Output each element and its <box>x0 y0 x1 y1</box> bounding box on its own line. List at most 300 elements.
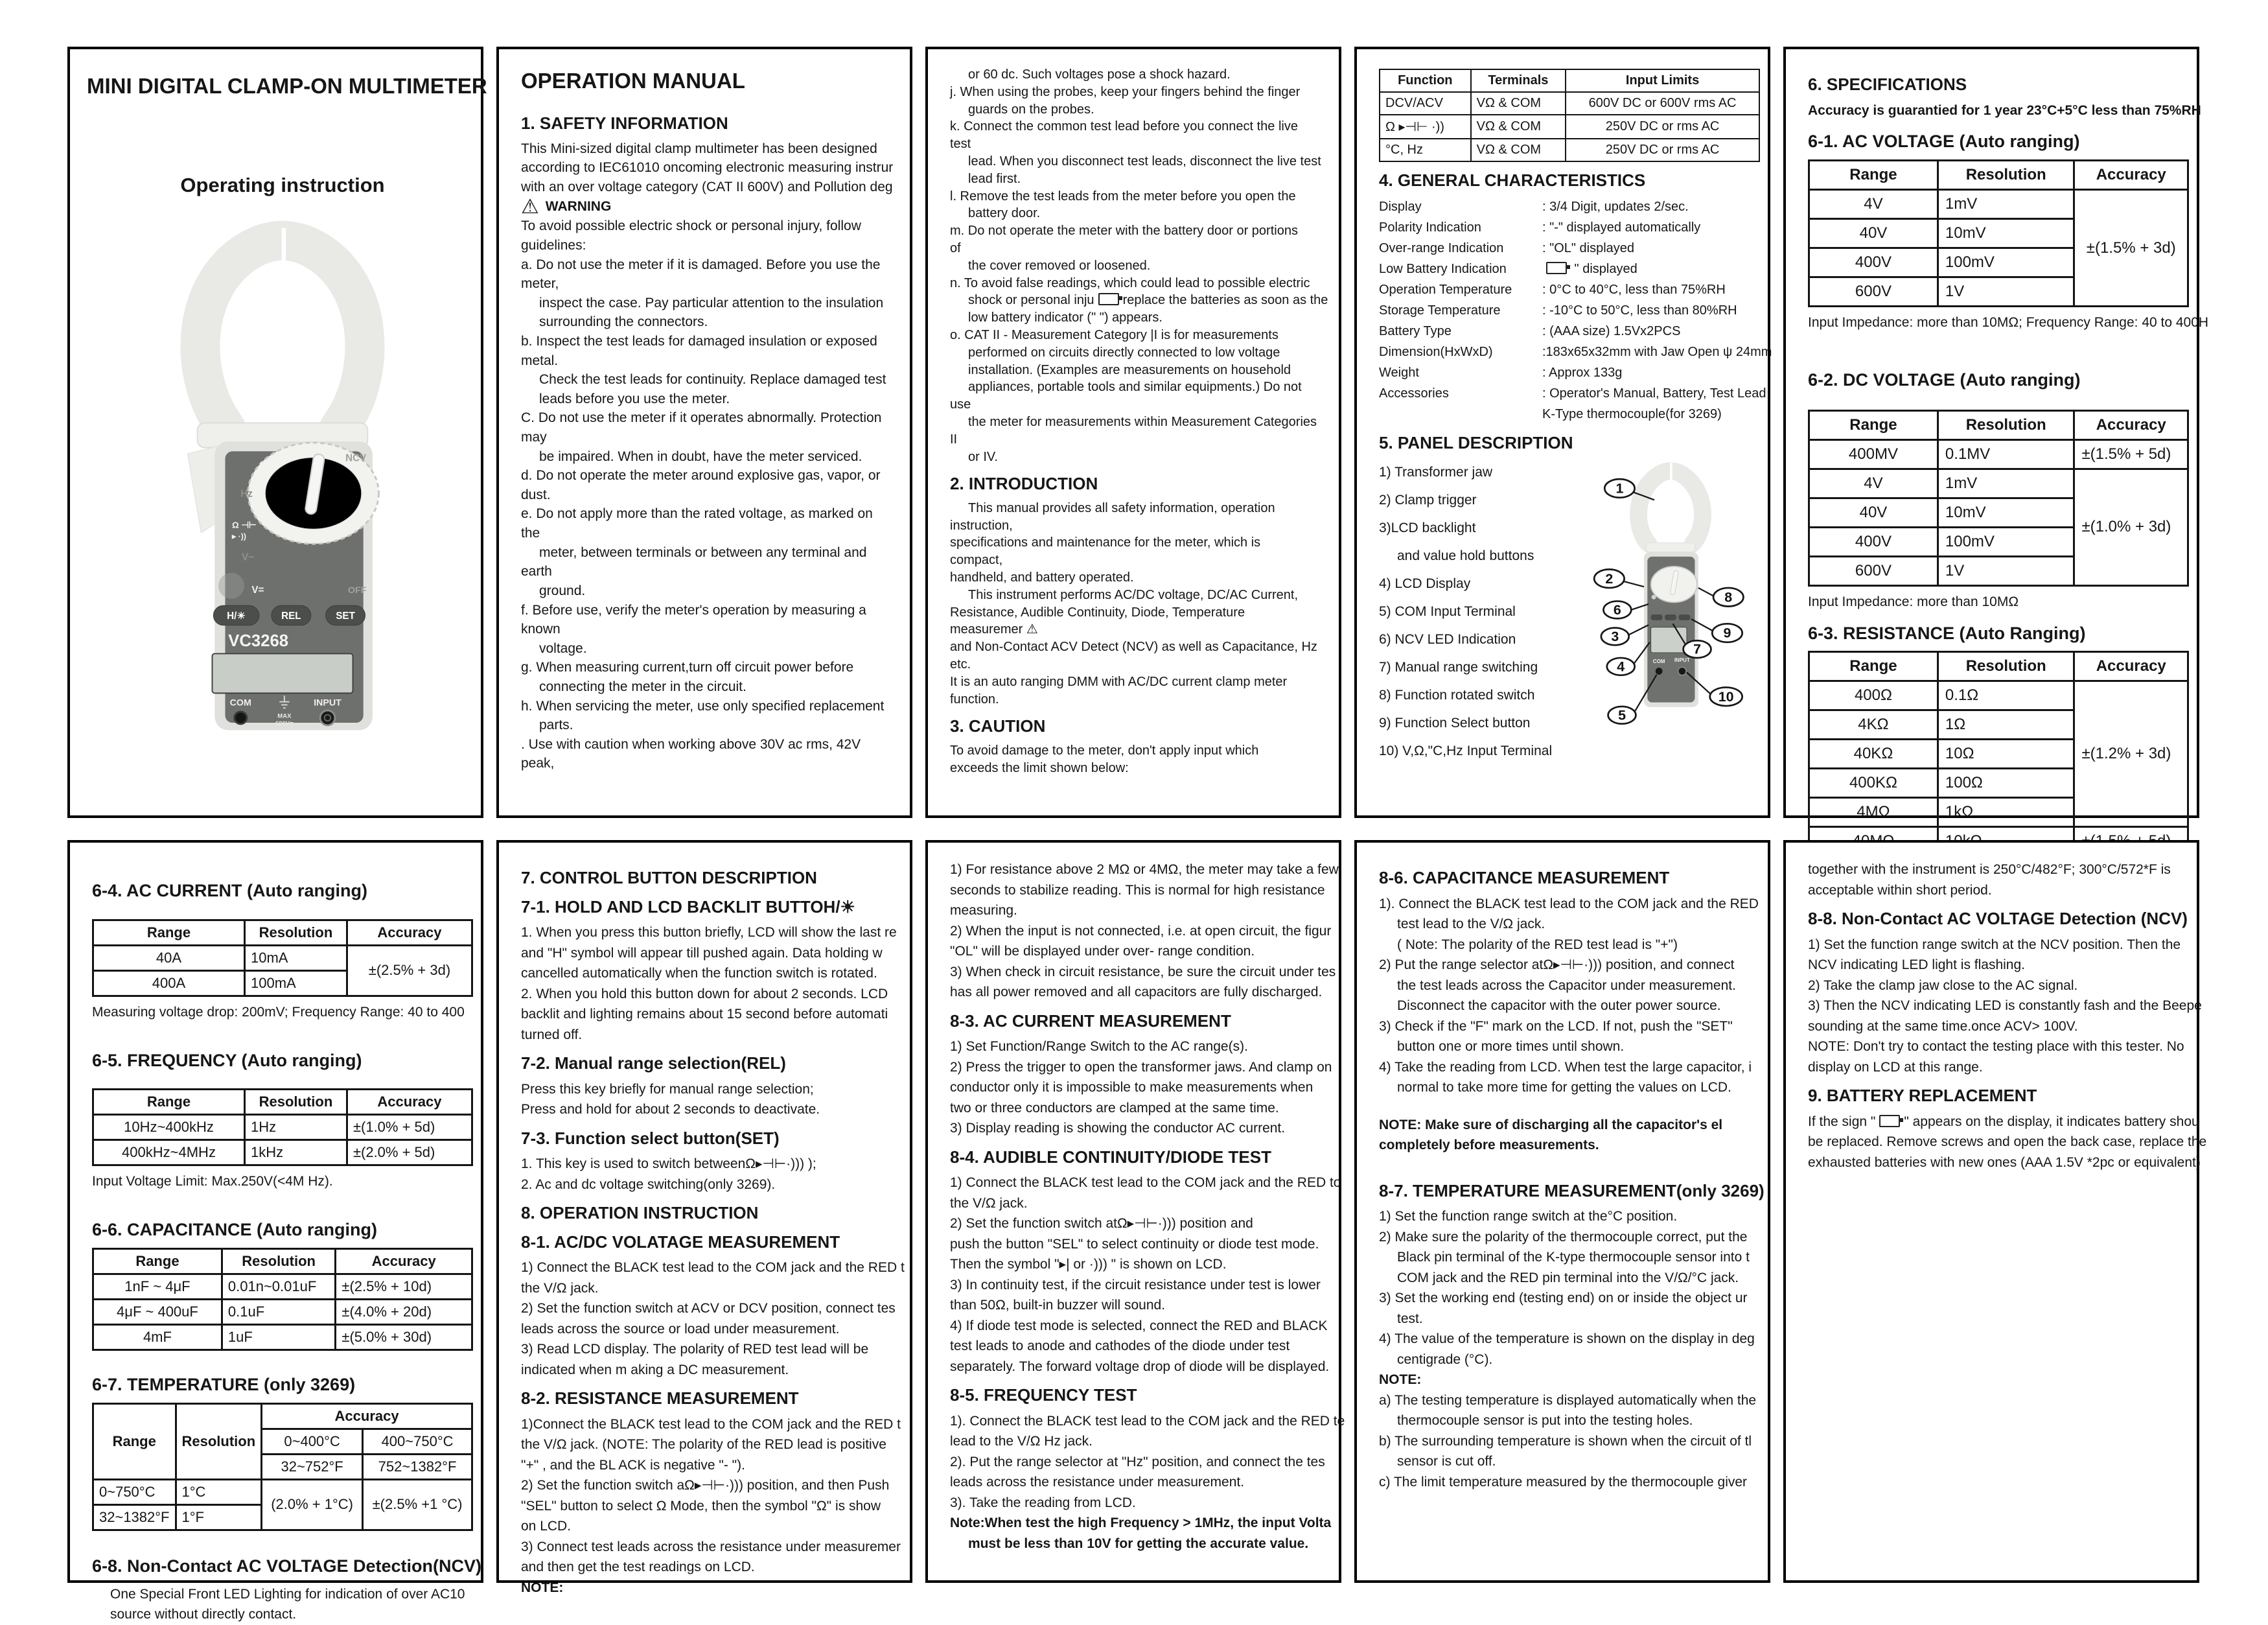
speaker-grille <box>218 573 244 599</box>
text-line: h. When servicing the meter, use only specified replacement <box>521 698 885 714</box>
text-line: 2. Ac and dc voltage switching(only 3269). <box>521 1176 776 1192</box>
text-line: and "H" symbol will appear till pushed again. Data holding w <box>521 945 883 961</box>
text-line: "SEL" button to select Ω Mode, then the symbol "Ω" is show <box>521 1498 881 1514</box>
text-line: Then the symbol "▸| or ·))) " is shown on LCD. <box>950 1257 1227 1272</box>
text-line: 2) Take the clamp jaw close to the AC signal. <box>1808 977 2078 993</box>
text-line: exhausted batteries with new ones (AAA 1.5V *2pc or equivalent) <box>1808 1154 2201 1170</box>
value-text: : (AAA size) 1.5Vx2PCS <box>1542 323 1681 338</box>
manual-page-capacitance-temp <box>1354 840 1770 1583</box>
max-label: MAX <box>277 712 292 720</box>
table-header-cell: Input Limits <box>1566 69 1759 92</box>
table-cell: 100mV <box>1938 248 2074 277</box>
table-header-cell: Resolution <box>245 920 347 945</box>
section-heading: 8-1. AC/DC VOLATAGE MEASUREMENT <box>521 1232 840 1252</box>
text-line: etc. <box>950 657 971 672</box>
callout-5-number: 5 <box>1618 707 1626 723</box>
com-label: COM <box>1652 658 1665 664</box>
table-cell: 0~750°C <box>93 1479 176 1504</box>
spacer <box>1808 398 2189 407</box>
text-line: lead first. <box>968 171 1021 186</box>
text-line: or IV. <box>968 449 998 464</box>
table-cell: 600V <box>1809 556 1938 585</box>
table-cell: 1kHz <box>245 1140 347 1165</box>
table-header-cell: Accuracy <box>2074 652 2188 681</box>
key-value-line <box>1379 217 1760 238</box>
page-subtitle: Operating instruction <box>180 174 385 196</box>
text-line: NCV indicating LED light is flashing. <box>1808 957 2025 972</box>
text-line: b) The surrounding temperature is shown when the circuit of tl <box>1379 1433 1752 1449</box>
text-line: display on LCD at this range. <box>1808 1059 1983 1075</box>
text-line: normal to take more time for getting the values on LCD. <box>1397 1080 1731 1095</box>
table-cell: ±(1.0% + 3d) <box>2074 469 2188 585</box>
text-line: Input Voltage Limit: Max.250V(<4M Hz). <box>92 1174 333 1189</box>
text-line: leads across the source or load under measurement. <box>521 1321 840 1337</box>
table-cell: ±(2.5% + 10d) <box>336 1274 472 1300</box>
table-cell: 1Hz <box>245 1115 347 1140</box>
key-value-line <box>1379 321 1760 342</box>
table-cell: Ω ▸⊣⊢ ·)) <box>1380 115 1471 139</box>
text-line: To avoid possible electric shock or personal injury, follow <box>521 218 861 234</box>
text-line: NOTE: <box>521 1580 564 1595</box>
table-row <box>1809 439 2188 469</box>
table-cell: 4μF ~ 400uF <box>93 1300 222 1325</box>
table-cell: 400A <box>93 970 245 996</box>
table-cell: ±(2.5% +1 °C) <box>363 1479 472 1530</box>
text-line: test leads to anode and cathodes of the diode under test <box>950 1339 1290 1353</box>
table-header-cell: Accuracy <box>347 920 472 945</box>
section-heading: 6-8. Non-Contact AC VOLTAGE Detection(NCV) <box>92 1556 482 1576</box>
panel-description-diagram <box>1584 458 1757 771</box>
table-header-cell: Resolution <box>1938 652 2074 681</box>
text-line: indicated when m aking a DC measurement. <box>521 1362 789 1377</box>
text-line: 2) Make sure the polarity of the thermocouple correct, put the <box>1379 1229 1748 1245</box>
key-value-line <box>1379 279 1760 300</box>
table-cell: VΩ & COM <box>1471 92 1566 115</box>
section-heading: 6. SPECIFICATIONS <box>1808 75 1967 94</box>
dial-label-vdc: V= <box>251 585 264 596</box>
text-line: Input Impedance: more than 10MΩ <box>1808 594 2019 609</box>
section-heading: 7. CONTROL BUTTON DESCRIPTION <box>521 868 817 887</box>
text-line: 3) Check if the "F" mark on the LCD. If not, push the "SET" <box>1379 1018 1733 1034</box>
section-heading: 4. GENERAL CHARACTERISTICS <box>1379 170 1646 190</box>
spec-table <box>1808 410 2189 587</box>
list-item: 3)LCD backlight <box>1379 520 1476 536</box>
text-line: the V/Ω jack. <box>950 1195 1028 1211</box>
text-line: To avoid damage to the meter, don't apply input which <box>950 743 1259 758</box>
table-cell: 100mA <box>245 970 347 996</box>
rel-button <box>1665 614 1676 620</box>
list-item: 5) COM Input Terminal <box>1379 604 1516 620</box>
value-text: : "-" displayed automatically <box>1542 220 1701 235</box>
value-text: :183x65x32mm with Jaw Open ψ 24mm <box>1542 344 1772 359</box>
rel-button-label: REL <box>281 611 301 622</box>
table-cell: 250V DC or rms AC <box>1566 139 1759 161</box>
text-line: c) The limit temperature measured by the thermocouple giver <box>1379 1474 1748 1490</box>
text-line: "OL" will be displayed under over- range condition. <box>950 944 1255 959</box>
text-line: of <box>950 240 961 255</box>
table-header-cell: Range <box>93 1249 222 1274</box>
text-line: g. When measuring current,turn off circuit power before <box>521 660 854 675</box>
text-line: with an over voltage category (CAT II 600V) and Pollution deg <box>521 179 893 194</box>
callout-2-number: 2 <box>1605 570 1614 587</box>
table-cell: 40V <box>1809 498 1938 527</box>
text-line: push the button "SEL" to select continuity or diode test mode. <box>950 1236 1319 1252</box>
table-cell: ±(1.0% + 5d) <box>347 1115 472 1140</box>
text-line: separately. The forward voltage drop of diode will be displayed. <box>950 1359 1330 1374</box>
text-line: 2) Set the function switch at ACV or DCV position, connect tes <box>521 1301 896 1316</box>
table-cell: 1Ω <box>1938 710 2074 740</box>
text-line: 3) Set the working end (testing end) on or inside the object ur <box>1379 1291 1748 1305</box>
text-line: test <box>950 137 971 152</box>
text-line: thermocouple sensor is put into the testing holes. <box>1397 1413 1693 1428</box>
section-heading: 8-3. AC CURRENT MEASUREMENT <box>950 1011 1231 1031</box>
section-heading: 8-6. CAPACITANCE MEASUREMENT <box>1379 868 1670 887</box>
text-line: lead. When you disconnect test leads, disconnect the live test <box>968 154 1321 169</box>
text-line: 1) Connect the BLACK test lead to the COM jack and the RED to <box>950 1175 1341 1190</box>
text-line: Measuring voltage drop: 200mV; Frequency Range: 40 to 400 <box>92 1004 465 1020</box>
section-heading: 1. SAFETY INFORMATION <box>521 113 728 133</box>
table-row <box>1380 69 1759 92</box>
section-heading: 7-2. Manual range selection(REL) <box>521 1053 786 1073</box>
key-value-line <box>1379 383 1766 404</box>
text-line: b. Inspect the test leads for damaged insulation or exposed <box>521 333 877 349</box>
list-item: 7) Manual range switching <box>1379 660 1538 675</box>
section-heading: 8-7. TEMPERATURE MEASUREMENT(only 3269) <box>1379 1180 1765 1200</box>
spec-table <box>1379 69 1760 162</box>
table-cell: 0~400°C <box>262 1429 363 1454</box>
value-text: K-Type thermocouple(for 3269) <box>1542 406 1722 421</box>
set-button <box>1678 614 1690 620</box>
text-line: This Mini-sized digital clamp multimeter has been designed <box>521 141 877 156</box>
key-label: Operation Temperature <box>1379 282 1512 297</box>
text-line: test lead to the V/Ω jack. <box>1397 917 1545 931</box>
table-cell: 400V <box>1809 248 1938 277</box>
text-line: Resistance, Audible Continuity, Diode, Temperature <box>950 605 1245 620</box>
model-label: VC3268 <box>228 632 289 651</box>
table-cell: 4V <box>1809 190 1938 219</box>
key-label: Storage Temperature <box>1379 303 1501 318</box>
value-text: : 0°C to 40°C, less than 75%RH <box>1542 282 1726 297</box>
text-line: 2) Set the function switch atΩ▸⊣⊢·))) position and <box>950 1216 1253 1231</box>
text-line: 3) Connect test leads across the resistance under measuremer <box>521 1539 901 1554</box>
table-cell: 600V DC or 600V rms AC <box>1566 92 1759 115</box>
key-value-line <box>1379 196 1760 217</box>
section-heading: 7-3. Function select button(SET) <box>521 1128 780 1148</box>
spec-table <box>92 919 473 997</box>
text-line: Press this key briefly for manual range selection; <box>521 1081 814 1097</box>
text-line: has all power removed and all capacitors are fully discharged. <box>950 985 1323 1000</box>
text-line: the test leads across the Capacitor under measurement. <box>1397 977 1736 993</box>
com-jack <box>1656 668 1663 675</box>
text-line: meter, between terminals or between any terminal and <box>539 544 867 560</box>
value-text: : 3/4 Digit, updates 2/sec. <box>1542 199 1689 214</box>
text-line: specifications and maintenance for the meter, which is <box>950 535 1261 550</box>
table-cell: VΩ & COM <box>1471 115 1566 139</box>
table-header-cell: Accuracy <box>262 1403 472 1429</box>
section-heading: 2. INTRODUCTION <box>950 474 1098 494</box>
value-text: : Approx 133g <box>1542 365 1623 380</box>
table-row <box>1809 190 2188 219</box>
text-line: conductor only it is impossible to make measurements when <box>950 1080 1313 1095</box>
section-heading: 8-2. RESISTANCE MEASUREMENT <box>521 1388 799 1408</box>
com-label: COM <box>229 697 251 708</box>
table-cell: 40V <box>1809 219 1938 248</box>
spacer <box>92 1192 473 1209</box>
text-line: m. Do not operate the meter with the battery door or portions <box>950 224 1298 239</box>
table-cell: 1mV <box>1938 190 2074 219</box>
table-cell: 40KΩ <box>1809 740 1938 769</box>
table-cell: 400Ω <box>1809 681 1938 710</box>
text-line: 1) For resistance above 2 MΩ or 4MΩ, the meter may take a few <box>950 862 1339 877</box>
manual-page-ncv-battery <box>1783 840 2207 1583</box>
table-cell: 400MV <box>1809 439 1938 469</box>
text-line: 2). Put the range selector at "Hz" position, and connect the tes <box>950 1454 1325 1469</box>
manual-page-control-buttons <box>496 840 912 1595</box>
section-heading: OPERATION MANUAL <box>521 69 745 93</box>
text-line: or 60 dc. Such voltages pose a shock hazard. <box>968 67 1231 82</box>
dial-label-ohm: Ω ⊣⊢ <box>231 520 257 530</box>
table-cell: 1°F <box>176 1504 262 1530</box>
spec-table <box>92 1248 473 1351</box>
text-line: k. Connect the common test lead before you connect the live <box>950 119 1298 134</box>
text-line: 1). Connect the BLACK test lead to the COM jack and the RED <box>1379 896 1759 911</box>
text-line: 2) Press the trigger to open the transformer jaws. And clamp on <box>950 1059 1332 1075</box>
table-header-cell: Resolution <box>222 1249 336 1274</box>
key-label: Low Battery Indication <box>1379 261 1507 276</box>
table-header-cell: Accuracy <box>2074 410 2188 439</box>
text-line: and Non-Contact ACV Detect (NCV) as well as Capacitance, Hz <box>950 640 1317 655</box>
section-heading: 3. CAUTION <box>950 716 1046 736</box>
key-value-line <box>1379 342 1772 362</box>
text-line: use <box>950 397 971 412</box>
section-heading: 8-5. FREQUENCY TEST <box>950 1385 1137 1405</box>
callout-10-number: 10 <box>1718 688 1734 705</box>
text-line: button one or more times until shown. <box>1397 1039 1625 1054</box>
text-line: This instrument performs AC/DC voltage, DC/AC Current, <box>968 587 1299 602</box>
table-header-cell: Range <box>1809 161 1938 190</box>
hold-button <box>1651 614 1663 620</box>
table-cell: 400V <box>1809 527 1938 556</box>
table-row <box>1809 469 2188 498</box>
manual-page-characteristics <box>1354 47 1770 818</box>
input-label: INPUT <box>1674 657 1690 664</box>
text-line: voltage. <box>539 640 587 656</box>
table-row <box>1380 115 1759 139</box>
list-item: 10) V,Ω,"C,Hz Input Terminal <box>1379 743 1553 759</box>
warning-line <box>521 196 902 216</box>
text-line: 1. When you press this button briefly, LCD will show the last re <box>521 925 897 940</box>
text-line: battery door. <box>968 206 1041 221</box>
text-line: 1) Set Function/Range Switch to the AC range(s). <box>950 1039 1248 1054</box>
battery-icon <box>1098 293 1119 305</box>
text-line: 1) Set the function range switch at the NCV position. Then the <box>1808 937 2181 952</box>
table-header-cell: Accuracy <box>347 1090 472 1115</box>
set-button-label: SET <box>336 611 355 622</box>
table-cell: 4MΩ <box>1809 798 1938 827</box>
text-line: the V/Ω jack. (NOTE: The polarity of the RED lead is positive <box>521 1437 886 1452</box>
battery-icon <box>1879 1115 1900 1127</box>
text-line: and then get the test readings on LCD. <box>521 1560 755 1574</box>
table-row <box>93 945 472 970</box>
value-text: : "OL" displayed <box>1542 240 1635 255</box>
manual-page-specs-voltage <box>1783 47 2209 821</box>
key-label <box>1379 404 1542 425</box>
text-line: the cover removed or loosened. <box>968 258 1151 273</box>
dial-label-ac-current: A~ <box>257 459 273 473</box>
table-cell: 1kΩ <box>1938 798 2074 827</box>
text-line: inspect the case. Pay particular attention to the insulation <box>539 295 884 310</box>
text-line: Disconnect the capacitor with the outer power source. <box>1397 998 1721 1013</box>
callout-7-number: 7 <box>1693 641 1702 657</box>
table-cell: 32~1382°F <box>93 1504 176 1530</box>
text-line: low battery indicator (" ") appears. <box>968 310 1163 325</box>
table-row <box>1380 92 1759 115</box>
table-cell: 0.1MV <box>1938 439 2074 469</box>
input-label: INPUT <box>314 697 341 708</box>
key-label: Battery Type <box>1379 323 1452 338</box>
text-line: centigrade (°C). <box>1397 1351 1493 1367</box>
key-label: Display <box>1379 199 1422 214</box>
text-line: 2) When the input is not connected, i.e. at open circuit, the figur <box>950 923 1332 939</box>
figure <box>92 224 473 736</box>
text-line: meter, <box>521 276 559 292</box>
text-line: on LCD. <box>521 1519 572 1534</box>
text-line: two or three conductors are clamped at the same time. <box>950 1100 1279 1116</box>
section-heading: 8-8. Non-Contact AC VOLTAGE Detection (NCV) <box>1808 909 2188 928</box>
spacer <box>92 1356 473 1364</box>
table-row <box>93 1115 472 1140</box>
spacer <box>1379 1098 1760 1115</box>
section-heading: 6-7. TEMPERATURE (only 3269) <box>92 1375 356 1395</box>
text-line: 3) Read LCD display. The polarity of RED test lead will be <box>521 1342 869 1357</box>
spec-table <box>92 1088 473 1166</box>
table-cell: ±(1.2% + 3d) <box>2074 681 2188 827</box>
text-line: j. When using the probes, keep your fingers behind the finger <box>950 84 1301 99</box>
callout-3-number: 3 <box>1611 629 1619 645</box>
table-cell: ±(1.5% + 3d) <box>2074 190 2188 307</box>
text-line: completely before measurements. <box>1379 1138 1599 1152</box>
text-line: Check the test leads for continuity. Replace damaged test <box>539 372 886 388</box>
dial-label-ncv: NCV <box>345 452 367 464</box>
text-line: 3) In continuity test, if the circuit resistance under test is lower <box>950 1277 1321 1292</box>
text-line: installation. (Examples are measurements on household <box>968 362 1291 377</box>
text-line: the <box>521 526 540 541</box>
table-cell: 10mV <box>1938 498 2074 527</box>
text-line: 2. When you hold this button down for about 2 seconds. LCD <box>521 986 888 1001</box>
table-cell: 400kHz~4MHz <box>93 1140 245 1165</box>
table-cell: 10Ω <box>1938 740 2074 769</box>
text-line: together with the instrument is 250°C/482°F; 300°C/572*F is <box>1808 862 2171 877</box>
table-header-cell: Range <box>1809 652 1938 681</box>
table-row <box>1809 410 2188 439</box>
text-line: be replaced. Remove screws and open the back case, replace the <box>1808 1134 2207 1149</box>
callout-6-number: 6 <box>1613 602 1621 618</box>
text-line: than 50Ω, built-in buzzer will sound. <box>950 1298 1166 1313</box>
text-line: parts. <box>539 718 573 733</box>
table-cell: VΩ & COM <box>1471 139 1566 161</box>
spacer <box>92 1078 473 1086</box>
text-line: 1) Connect the BLACK test lead to the COM jack and the RED t <box>521 1260 905 1275</box>
text-line: 3) Display reading is showing the conductor AC current. <box>950 1121 1286 1136</box>
manual-page-measurements <box>925 840 1345 1583</box>
text-line: 3). Take the reading from LCD. <box>950 1495 1136 1510</box>
text-line: ground. <box>539 583 586 598</box>
table-row <box>1809 161 2188 190</box>
text-line: backlit and lighting remains about 15 second before automati <box>521 1007 888 1022</box>
text-line: lead to the V/Ω Hz jack. <box>950 1434 1093 1449</box>
text-line: d. Do not operate the meter around explosive gas, vapor, or <box>521 468 881 484</box>
section-heading: 8-4. AUDIBLE CONTINUITY/DIODE TEST <box>950 1147 1271 1167</box>
text-line: sensor is cut off. <box>1397 1454 1496 1469</box>
text-line: function. <box>950 692 999 707</box>
text-line: must be less than 10V for getting the accurate value. <box>968 1536 1309 1551</box>
text-line: a) The testing temperature is displayed automatically when the <box>1379 1392 1757 1408</box>
table-cell: 40A <box>93 945 245 970</box>
text-line: seconds to stabilize reading. This is normal for high resistance <box>950 882 1325 898</box>
table-header-cell: Range <box>93 1090 245 1115</box>
table-cell: ±(4.0% + 20d) <box>336 1300 472 1325</box>
table-cell: 10mV <box>1938 219 2074 248</box>
value-text: : Operator's Manual, Battery, Test Lead <box>1542 386 1766 401</box>
table-cell: ±(5.0% + 30d) <box>336 1325 472 1350</box>
text-line: e. Do not apply more than the rated voltage, as marked on <box>521 506 873 522</box>
table-row <box>1809 652 2188 681</box>
text-line: cancelled automatically when the function switch is rotated. <box>521 966 877 981</box>
table-cell: 1V <box>1938 277 2074 307</box>
dial-label-vac: V~ <box>242 552 255 563</box>
text-line: compact, <box>950 553 1003 568</box>
key-value-line <box>1379 300 1760 321</box>
section-heading: 6-5. FREQUENCY (Auto ranging) <box>92 1050 362 1070</box>
table-cell: 4V <box>1809 469 1938 498</box>
section-heading: 6-6. CAPACITANCE (Auto ranging) <box>92 1220 377 1240</box>
text-line: This manual provides all safety information, operation <box>968 500 1275 515</box>
section-heading: 8. OPERATION INSTRUCTION <box>521 1203 759 1222</box>
text-line: o. CAT II - Measurement Category |I is for measurements <box>950 327 1279 342</box>
collar <box>1647 543 1695 552</box>
text-line: f. Before use, verify the meter's operation by measuring a <box>521 602 866 618</box>
table-row <box>93 1090 472 1115</box>
key-value-line <box>1379 259 1760 279</box>
text-line: NOTE: Make sure of discharging all the capacitor's el <box>1379 1117 1723 1132</box>
warning-icon: ⚠ <box>521 195 539 218</box>
text-line: appliances, portable tools and similar equipments.) Do not <box>968 380 1302 395</box>
key-label: Weight <box>1379 365 1419 380</box>
text-line: shock or personal inju replace the batteries as soon as the <box>968 293 1328 308</box>
text-line: sounding at the same time.once ACV> 100V. <box>1808 1018 2078 1034</box>
text-line: according to IEC61010 oncoming electronic measuring instrur <box>521 160 894 176</box>
table-row <box>93 1300 472 1325</box>
input-jack <box>1678 667 1686 675</box>
table-header-cell: Range <box>1809 410 1938 439</box>
callout-8-number: 8 <box>1724 589 1733 605</box>
text-line: connecting the meter in the circuit. <box>539 679 746 694</box>
table-cell: 400~750°C <box>363 1429 472 1454</box>
key-label: Over-range Indication <box>1379 240 1504 255</box>
list-item: 1) Transformer jaw <box>1379 465 1493 480</box>
table-cell: 1nF ~ 4μF <box>93 1274 222 1300</box>
text-line: n. To avoid false readings, which could lead to possible electric <box>950 275 1310 290</box>
text-line: earth <box>521 564 552 579</box>
table-cell: 4mF <box>93 1325 222 1350</box>
text-line: guards on the probes. <box>968 102 1094 117</box>
table-cell: 1uF <box>222 1325 336 1350</box>
key-label: Dimension(HxWxD) <box>1379 344 1493 359</box>
key-value-line <box>1379 404 1760 425</box>
table-header-cell: Terminals <box>1471 69 1566 92</box>
text-line: acceptable within short period. <box>1808 882 1992 898</box>
spacer <box>92 859 473 870</box>
